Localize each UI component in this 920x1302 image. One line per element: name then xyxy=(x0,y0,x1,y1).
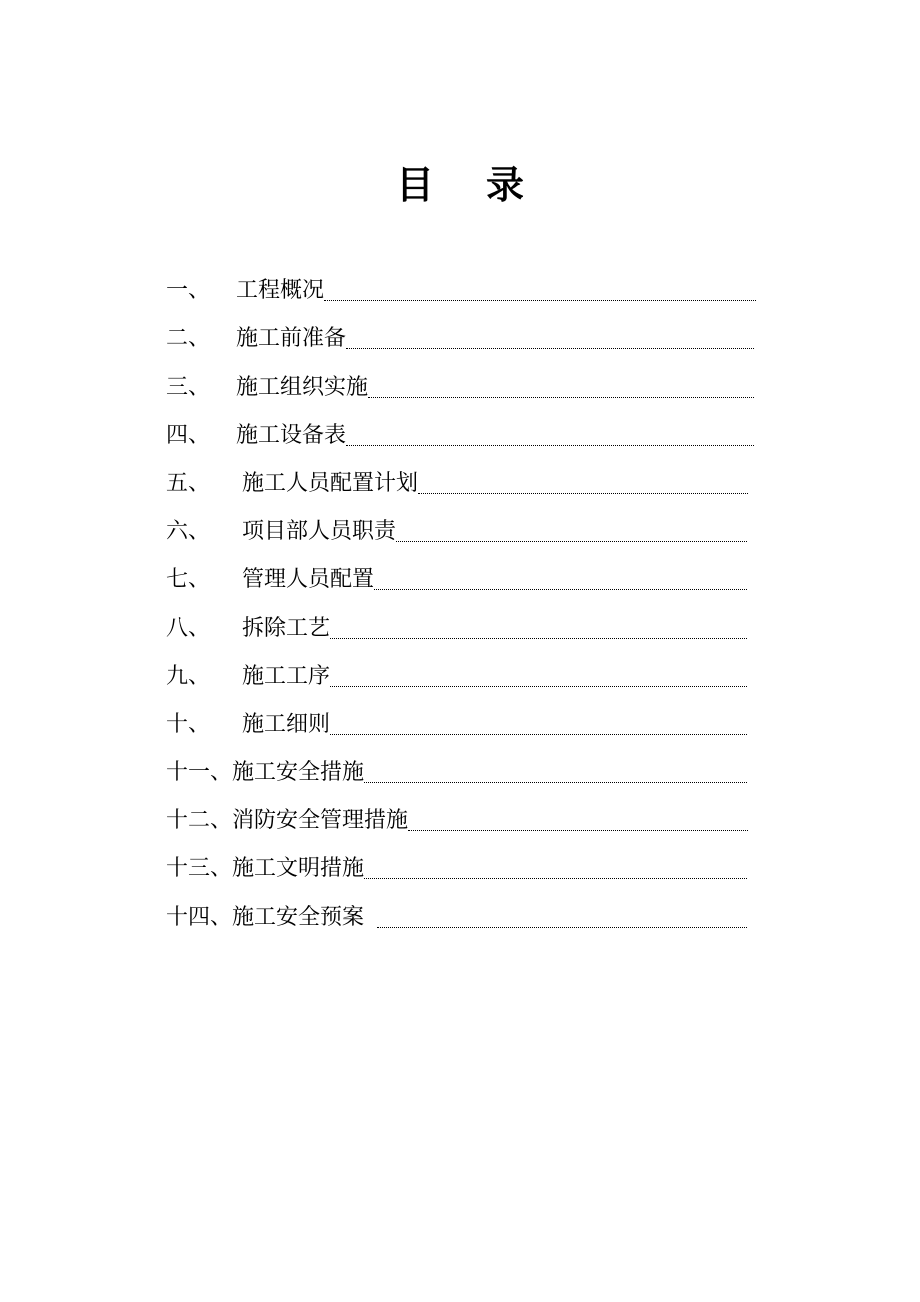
toc-entry[interactable] xyxy=(166,306,756,354)
toc-entry[interactable] xyxy=(166,403,756,451)
toc-leader-dots xyxy=(396,540,747,542)
page-title xyxy=(0,160,920,210)
toc-entry[interactable] xyxy=(166,692,756,740)
toc-entry-number: 十四、 xyxy=(166,904,233,930)
toc-entry-label: 施工文明措施 xyxy=(232,856,365,882)
toc-entry-label: 施工设备表 xyxy=(236,422,347,448)
toc-leader-dots xyxy=(330,637,747,639)
toc-entry[interactable] xyxy=(166,451,756,499)
toc-entry[interactable] xyxy=(166,788,756,836)
toc-entry[interactable] xyxy=(166,884,756,932)
toc-entry-number: 十、 xyxy=(166,711,211,737)
toc-entry-label: 施工人员配置计划 xyxy=(242,470,419,496)
toc-entry-label: 施工工序 xyxy=(242,663,331,689)
toc-entry-label: 施工前准备 xyxy=(236,326,347,352)
toc-leader-dots xyxy=(418,492,748,494)
toc-entry-label: 施工安全预案 xyxy=(232,904,365,930)
toc-entry[interactable] xyxy=(166,354,756,402)
toc-entry-label: 项目部人员职责 xyxy=(242,519,397,545)
toc-entry[interactable] xyxy=(166,499,756,547)
toc-leader-dots xyxy=(346,444,754,446)
toc-entry-label: 施工细则 xyxy=(242,711,331,737)
toc-leader-dots xyxy=(368,396,754,398)
toc-entry-number: 十一、 xyxy=(166,760,233,786)
toc-entry-number: 十二、 xyxy=(166,808,233,834)
toc-entry-label: 工程概况 xyxy=(236,278,325,304)
toc-entry-number: 六、 xyxy=(166,519,211,545)
toc-entry-label: 管理人员配置 xyxy=(242,567,375,593)
toc-leader-dots xyxy=(364,877,747,879)
toc-entry[interactable] xyxy=(166,836,756,884)
toc-leader-dots xyxy=(377,926,747,928)
toc-leader-dots xyxy=(324,299,756,301)
toc-entry-label: 施工安全措施 xyxy=(232,760,365,786)
toc-entry[interactable] xyxy=(166,644,756,692)
toc-entry-number: 一、 xyxy=(166,278,211,304)
toc-entry-label: 施工组织实施 xyxy=(236,374,369,400)
toc-entry[interactable] xyxy=(166,740,756,788)
toc-entry-number: 四、 xyxy=(166,422,211,448)
toc-leader-dots xyxy=(374,588,747,590)
toc-leader-dots xyxy=(330,685,747,687)
title-char-1: 目 xyxy=(395,162,434,207)
toc-entry-label: 消防安全管理措施 xyxy=(232,808,409,834)
toc-leader-dots xyxy=(364,781,747,783)
toc-leader-dots xyxy=(408,829,748,831)
toc-entry-label: 拆除工艺 xyxy=(242,615,331,641)
toc-entry[interactable] xyxy=(166,595,756,643)
toc-entry-number: 七、 xyxy=(166,567,211,593)
toc-entry-number: 八、 xyxy=(166,615,211,641)
toc-entry[interactable] xyxy=(166,547,756,595)
toc-leader-dots xyxy=(330,733,747,735)
table-of-contents xyxy=(166,258,756,933)
toc-entry[interactable] xyxy=(166,258,756,306)
toc-entry-number: 五、 xyxy=(166,470,211,496)
toc-entry-number: 二、 xyxy=(166,326,211,352)
toc-entry-number: 十三、 xyxy=(166,856,233,882)
toc-leader-dots xyxy=(346,347,754,349)
toc-entry-number: 三、 xyxy=(166,374,211,400)
toc-entry-number: 九、 xyxy=(166,663,211,689)
title-char-2: 录 xyxy=(486,162,525,207)
